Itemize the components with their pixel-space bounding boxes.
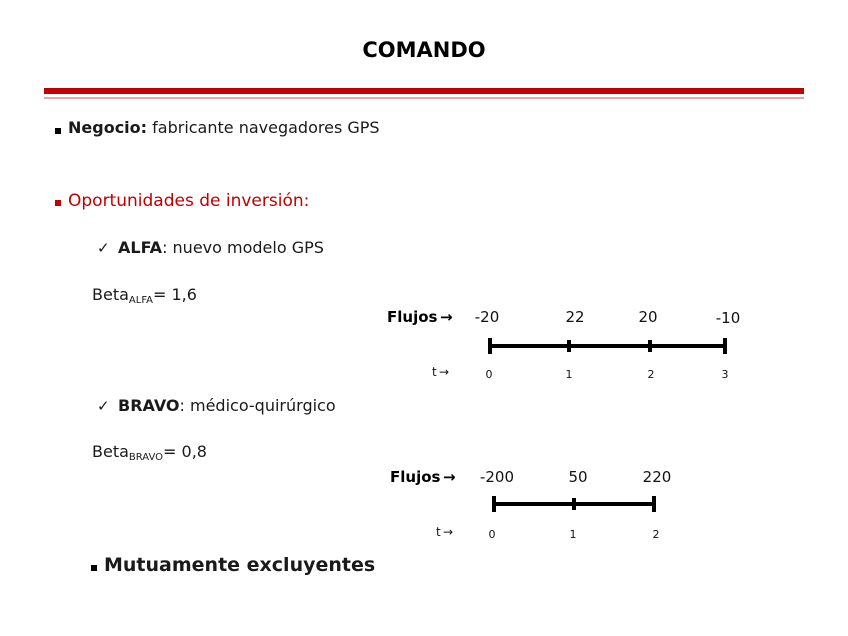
alfa-flow-3: -10 [715,309,741,327]
alfa-period-3: 3 [721,368,729,381]
alfa-flow-2: 20 [638,308,658,326]
alfa-name: ALFA [118,238,163,257]
negocio-text: fabricante navegadores GPS [152,118,380,137]
bullet-square-icon [91,565,97,571]
alfa-beta-sub: ALFA [128,295,153,306]
alfa-period-0: 0 [485,368,493,381]
alfa-beta-value: = 1,6 [153,285,197,304]
mutuamente-label: Mutuamente excluyentes [104,554,376,576]
bravo-period-0: 0 [488,528,496,541]
bravo-period-1: 1 [569,528,577,541]
arrow-right-icon: → [443,468,456,486]
bravo-flow-0: -200 [479,468,515,486]
bravo-t-label: t [436,525,441,539]
alfa-flow-0: -20 [474,308,500,326]
alfa-beta-prefix: Beta [92,285,129,304]
bravo-period-2: 2 [652,528,660,541]
alfa-period-1: 1 [565,368,573,381]
arrow-right-icon: → [439,365,450,379]
arrow-right-icon: → [443,525,454,539]
bravo-name: BRAVO [118,396,180,415]
alfa-desc: : nuevo modelo GPS [162,238,324,257]
bravo-flujos-label: Flujos [390,468,441,486]
bravo-beta-prefix: Beta [92,442,129,461]
alfa-period-2: 2 [647,368,655,381]
alfa-t-label: t [432,365,437,379]
alfa-flujos-label: Flujos [387,308,438,326]
oportunidades-label: Oportunidades de inversión: [68,191,310,211]
arrow-right-icon: → [440,308,453,326]
bravo-flow-2: 220 [642,468,672,486]
bravo-flow-1: 50 [568,468,588,486]
bravo-desc: : médico-quirúrgico [179,396,336,415]
page-title: COMANDO [362,38,486,62]
negocio-label: Negocio: [68,118,148,137]
check-icon: ✓ [97,397,110,415]
check-icon: ✓ [97,239,110,257]
bravo-beta-sub: BRAVO [128,452,164,463]
alfa-flow-1: 22 [565,308,585,326]
bravo-beta-value: = 0,8 [163,442,207,461]
